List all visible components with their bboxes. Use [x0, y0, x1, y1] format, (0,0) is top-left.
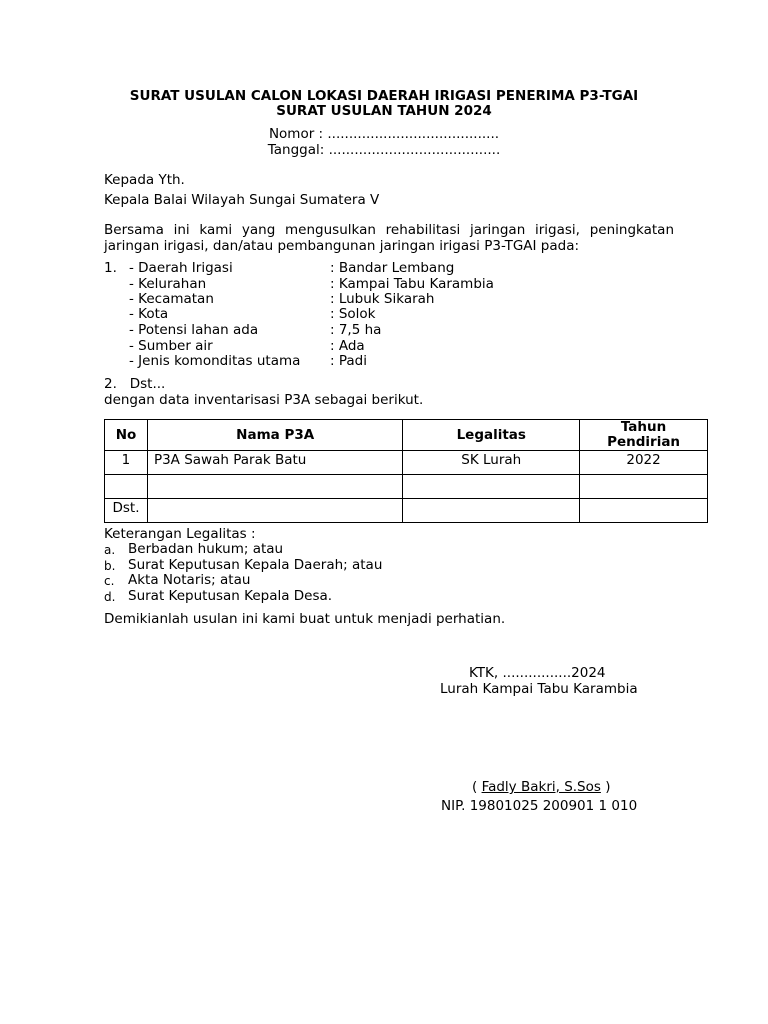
field-value: : Padi — [330, 353, 367, 369]
item-2: 2. Dst... — [104, 376, 166, 392]
signature-name-line — [472, 779, 610, 795]
legal-item: Akta Notaris; atau — [128, 572, 251, 588]
table-row — [105, 499, 708, 523]
closing-text: Demikianlah usulan ini kami buat untuk menjadi perhatian. — [104, 611, 506, 627]
intro-paragraph: Bersama ini kami yang mengusulkan rehabilitasi jaringan irigasi, peningkatan jaringan irigasi, dan/atau pembangunan jaringan irigasi P3-TGAI pada: — [104, 222, 674, 254]
cell-nama-p3a — [147, 475, 402, 499]
cell-nama-p3a — [147, 499, 402, 523]
field-label: - Kota — [129, 306, 169, 322]
table-row — [105, 475, 708, 499]
signatory-nip: NIP. 19801025 200901 1 010 — [441, 798, 638, 814]
cell-tahun — [580, 475, 708, 499]
header-nama-p3a: Nama P3A — [147, 420, 402, 451]
title-line-2: SURAT USULAN TAHUN 2024 — [276, 103, 492, 119]
cell-no: 1 — [105, 451, 148, 475]
cell-legalitas — [403, 499, 580, 523]
legal-letter: b. — [104, 559, 116, 573]
header-legalitas: Legalitas — [403, 420, 580, 451]
cell-tahun: 2022 — [580, 451, 708, 475]
field-value: : Kampai Tabu Karambia — [330, 276, 494, 292]
table-header-row — [105, 420, 708, 451]
field-label: - Jenis komonditas utama — [129, 353, 301, 369]
tanggal-line: Tanggal: ........................................ — [267, 142, 501, 158]
field-label: - Sumber air — [129, 338, 213, 354]
signature-place-date: KTK, ................2024 — [469, 665, 606, 681]
p3a-table — [104, 419, 708, 523]
field-value: : Ada — [330, 338, 365, 354]
cell-no — [105, 475, 148, 499]
table-row — [105, 451, 708, 475]
nomor-line: Nomor : ........................................ — [268, 126, 500, 142]
field-value: : Solok — [330, 306, 376, 322]
header-tahun-line2: Pendirian — [607, 434, 681, 450]
paren-open: ( — [472, 779, 482, 795]
header-tahun-pendirian — [580, 420, 708, 451]
field-value: : Lubuk Sikarah — [330, 291, 435, 307]
legal-letter: c. — [104, 574, 115, 588]
header-no: No — [105, 420, 148, 451]
cell-legalitas: SK Lurah — [403, 451, 580, 475]
field-value: : 7,5 ha — [330, 322, 382, 338]
cell-nama-p3a: P3A Sawah Parak Batu — [147, 451, 402, 475]
cell-no: Dst. — [105, 499, 148, 523]
legal-item: Berbadan hukum; atau — [128, 541, 284, 557]
legal-item: Surat Keputusan Kepala Desa. — [128, 588, 333, 604]
recipient-salutation: Kepada Yth. — [104, 172, 185, 188]
cell-tahun — [580, 499, 708, 523]
legal-title: Keterangan Legalitas : — [104, 526, 256, 542]
title-line-1: SURAT USULAN CALON LOKASI DAERAH IRIGASI PENERIMA P3-TGAI — [129, 88, 639, 104]
signature-position: Lurah Kampai Tabu Karambia — [440, 681, 638, 697]
field-label: - Kelurahan — [129, 276, 207, 292]
legal-letter: d. — [104, 590, 116, 604]
field-label: - Potensi lahan ada — [129, 322, 259, 338]
field-label: - Kecamatan — [129, 291, 214, 307]
signatory-name: Fadly Bakri, S.Sos — [481, 779, 601, 795]
header-tahun-line1: Tahun — [620, 419, 667, 435]
recipient-name: Kepala Balai Wilayah Sungai Sumatera V — [104, 192, 380, 208]
item-1-number: 1. — [104, 260, 117, 276]
cell-legalitas — [403, 475, 580, 499]
paren-close: ) — [600, 779, 611, 795]
legal-letter: a. — [104, 543, 116, 557]
field-value: : Bandar Lembang — [330, 260, 455, 276]
field-label: - Daerah Irigasi — [129, 260, 233, 276]
table-intro: dengan data inventarisasi P3A sebagai berikut. — [104, 392, 424, 408]
legal-item: Surat Keputusan Kepala Daerah; atau — [128, 557, 383, 573]
